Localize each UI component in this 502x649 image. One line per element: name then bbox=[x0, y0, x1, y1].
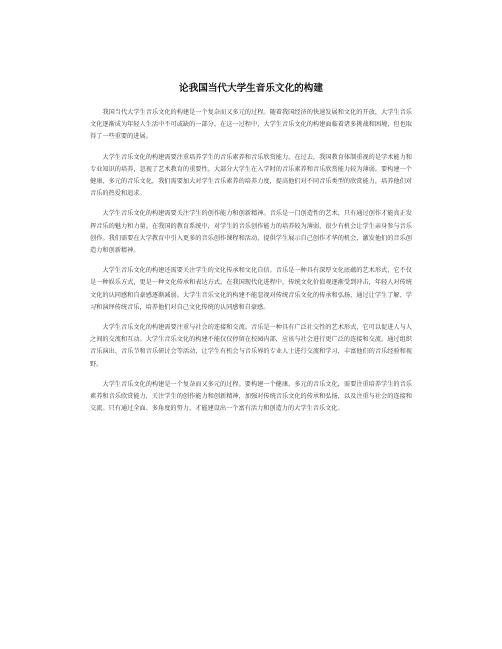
document-body bbox=[90, 82, 412, 423]
document-title: 论我国当代大学生音乐文化的构建 bbox=[179, 83, 323, 94]
paragraph-4: 大学生音乐文化的构建还需要关注学生的文化传承和文化自信。音乐是一种具有深厚文化底蕴的艺术形式，它不仅是一种娱乐方式，更是一种文化传承和表达方式。在我国现代化进程中，传统文化价值观逐渐受到冲击，年轻人对传统文化的认同感和自豪感逐渐减弱。大学生音乐文化的构建不能忽视对传统音乐文化的传承和弘扬，通过让学生了解、学习和演绎传统音乐，培养他们对自己文化传统的认同感和自豪感。 bbox=[90, 267, 412, 311]
paragraph-5: 大学生音乐文化的构建需要注重与社会的连接和交流。音乐是一种具有广泛社交性的艺术形式，它可以促进人与人之间的交流和互动。大学生音乐文化的构建不能仅仅停留在校园内部，应该与社会进行更广泛的连接和交流。通过组织音乐演出、音乐节和音乐研讨会等活动，让学生有机会与音乐界的专业人士进行交流和学习，丰富他们的音乐经验和视野。 bbox=[90, 324, 412, 368]
paragraph-3: 大学生音乐文化的构建需要关注学生的创作能力和创新精神。音乐是一门创造性的艺术，只有通过创作才能真正发挥音乐的魅力和力量。在我国的教育系统中，对学生的音乐创作能力的培养较为薄弱，很少有机会让学生亲身参与音乐创作。我们需要在大学教育中引入更多的音乐创作课程和活动，提供学生展示自己创作才华的机会，激发他们的音乐创造力和创新精神。 bbox=[90, 210, 412, 255]
paragraph-2: 大学生音乐文化的构建需要注重培养学生的音乐素养和音乐欣赏能力。在过去，我国教育体制重视的是学术能力和专业知识的培养，忽视了艺术教育的重要性。大部分大学生在入学时的音乐素养和音乐欣赏能力较为薄弱。要构建一个健康、多元的音乐文化，我们需要加大对学生音乐素养的培养力度，提高他们对不同音乐类型的欣赏能力，培养他们对音乐的热爱和追求。 bbox=[90, 153, 412, 198]
paragraph-1: 我国当代大学生音乐文化的构建是一个复杂而又多元的过程。随着我国经济的快速发展和文化的开放，大学生音乐文化逐渐成为年轻人生活中不可或缺的一部分。在这一过程中，大学生音乐文化的构建面临着诸多挑战和困境，但也取得了一些重要的进展。 bbox=[90, 109, 412, 141]
paragraph-6: 大学生音乐文化的构建是一个复杂而又多元的过程。要构建一个健康、多元的音乐文化，需要注重培养学生的音乐素养和音乐欣赏能力，关注学生的创作能力和创新精神，加强对传统音乐文化的传承和弘扬，以及注重与社会的连接和交流。只有通过全面、多角度的努力，才能建设出一个富有活力和创造力的大学生音乐文化。 bbox=[90, 380, 412, 413]
